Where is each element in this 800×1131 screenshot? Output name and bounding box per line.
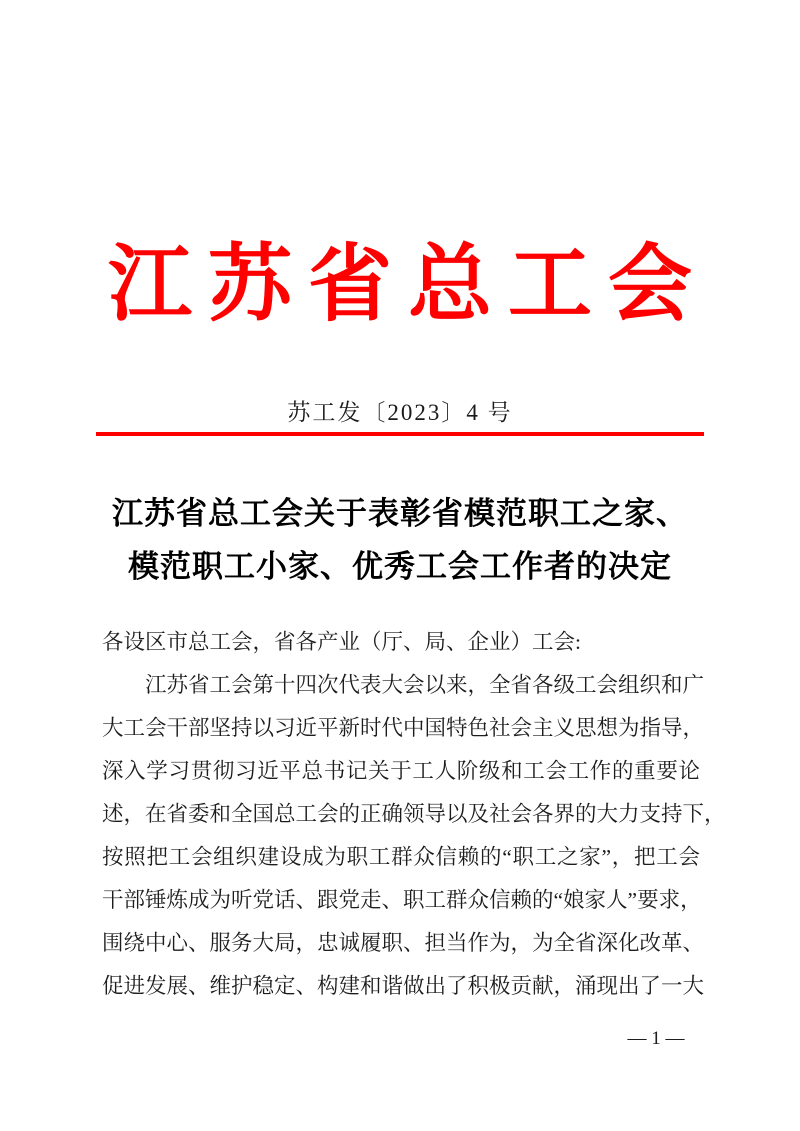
body-line: 深入学习贯彻习近平总书记关于工人阶级和工会工作的重要论 xyxy=(102,759,700,783)
document-body xyxy=(102,621,726,1008)
page-number: — 1 — xyxy=(627,1028,685,1049)
body-line: 大工会干部坚持以习近平新时代中国特色社会主义思想为指导， xyxy=(102,716,705,740)
red-divider-line xyxy=(96,432,704,436)
body-line: 江苏省工会第十四次代表大会以来，全省各级工会组织和广 xyxy=(145,673,705,697)
body-line: 促进发展、维护稳定、构建和谐做出了积极贡献，涌现出了一大 xyxy=(102,974,705,998)
document-number: 苏工发〔2023〕4 号 xyxy=(287,400,513,425)
body-line: 述，在省委和全国总工会的正确领导以及社会各界的大力支持下， xyxy=(102,802,726,826)
document-title xyxy=(0,487,800,593)
document-title-line1: 江苏省总工会关于表彰省模范职工之家、 xyxy=(112,496,688,531)
body-line: 按照把工会组织建设成为职工群众信赖的“职工之家”，把工会 xyxy=(102,845,700,869)
body-line: 围绕中心、服务大局，忠诚履职、担当作为，为全省深化改革、 xyxy=(102,931,705,955)
salutation-line: 各设区市总工会，省各产业（厅、局、企业）工会: xyxy=(102,630,581,654)
body-line: 干部锤炼成为听党话、跟党走、职工群众信赖的“娘家人”要求， xyxy=(102,888,702,912)
letterhead-title: 江苏省总工会 xyxy=(107,239,708,332)
document-title-line2: 模范职工小家、优秀工会工作者的决定 xyxy=(128,549,672,584)
